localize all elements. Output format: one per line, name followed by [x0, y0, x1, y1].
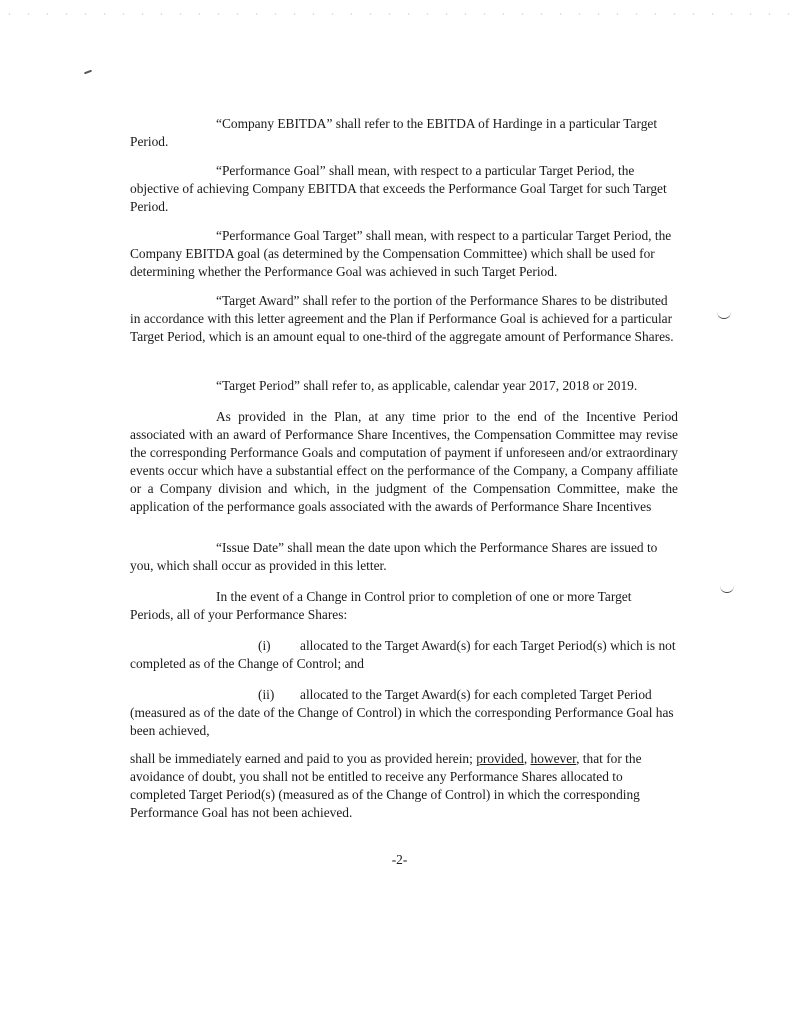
term: “Performance Goal” [216, 163, 326, 178]
scan-speck [84, 70, 92, 75]
definition-target-period [130, 377, 678, 395]
term: “Issue Date” [216, 540, 285, 555]
list-marker: (ii) [258, 687, 275, 702]
definition-performance-goal [130, 162, 678, 216]
comma: , [523, 751, 531, 766]
paragraph-earned-and-paid [130, 750, 678, 822]
definition-text: shall refer to the portion of the Performance Shares to be distributed in accordance with this letter agreement and the Plan if Performance Goal is achieved for a particular Target Period, which is an amount equal to one-third of the aggregate amount of Performance Shares. [130, 293, 674, 344]
scan-mark [717, 312, 731, 319]
term: “Target Period” [216, 378, 300, 393]
list-marker: (i) [258, 638, 271, 653]
provided-underlined: provided [476, 751, 524, 766]
list-item-ii [130, 686, 678, 740]
paragraph-text: shall be immediately earned and paid to you as provided herein; [130, 751, 477, 766]
definition-issue-date [130, 539, 678, 575]
paragraph-text: , that for the avoidance of doubt, you shall not be entitled to receive any Performance Shares allocated to completed Target Period(s) (measured as of the Change of Control) in which the corresponding Performance Goal has not been achieved. [130, 751, 642, 820]
definition-company-ebitda [130, 115, 678, 151]
paragraph-change-in-control: In the event of a Change in Control prior to completion of one or more Target Periods, all of your Performance Shares: [130, 589, 632, 622]
scan-noise-top [0, 12, 799, 16]
term: “Performance Goal Target” [216, 228, 363, 243]
definition-text: shall mean the date upon which the Performance Shares are issued to you, which shall occur as provided in this letter. [130, 540, 658, 573]
definition-text: shall mean, with respect to a particular Target Period, the objective of achieving Company EBITDA that exceeds the Performance Goal Target for such Target Period. [130, 163, 667, 214]
definition-performance-goal-target [130, 227, 678, 281]
definition-text: shall refer to, as applicable, calendar year 2017, 2018 or 2019. [299, 378, 638, 393]
page-number: -2- [391, 852, 408, 867]
term: “Target Award” [216, 293, 300, 308]
list-item-i [130, 637, 678, 673]
list-item-text: allocated to the Target Award(s) for each completed Target Period (measured as of the date of the Change of Control) in which the corresponding Performance Goal has been achieved, [130, 687, 674, 738]
definition-text: shall refer to the EBITDA of Hardinge in a particular Target Period. [130, 116, 658, 149]
term: “Company EBITDA” [216, 116, 333, 131]
list-item-text: allocated to the Target Award(s) for each Target Period(s) which is not completed as of the Change of Control; and [130, 638, 676, 671]
definition-target-award [130, 292, 678, 346]
scan-mark [720, 586, 734, 593]
paragraph-plan-revision: As provided in the Plan, at any time prior to the end of the Incentive Period associated with an award of Performance Share Incentives, the Compensation Committee may revise the corresponding Performance Goals and computation of payment if unforeseen and/or extraordinary events occur which have a substantial effect on the performance of the Company, a Company affiliate or a Company division and which, in the judgment of the Compensation Committee, make the application of the performance goals associated with the awards of Performance Share Incentives [130, 409, 678, 514]
definition-text: shall mean, with respect to a particular Target Period, the Company EBITDA goal (as determined by the Compensation Committee) which shall be used for determining whether the Performance Goal was achieved in such Target Period. [130, 228, 672, 279]
however-underlined: however [530, 751, 577, 766]
